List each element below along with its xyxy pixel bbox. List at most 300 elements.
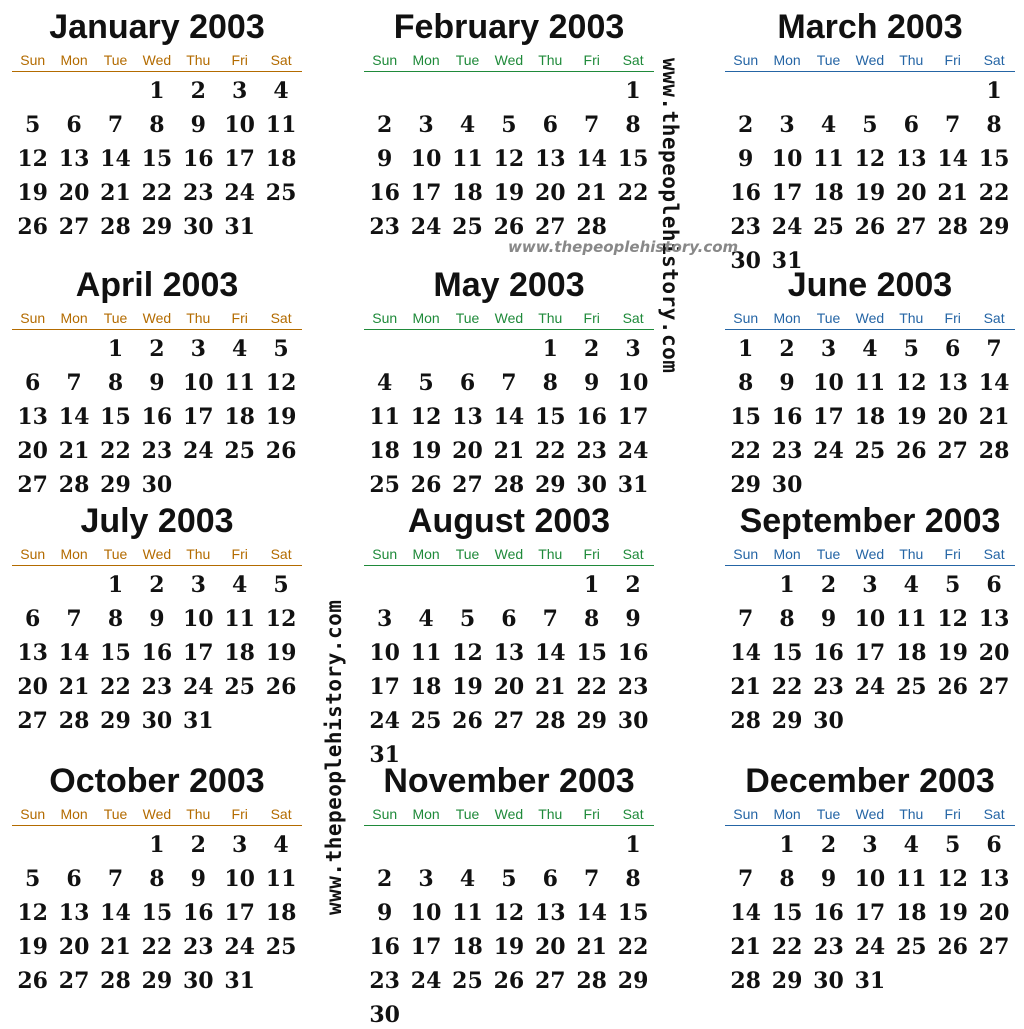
day-cell: 14: [534, 640, 566, 666]
weekday-label: Fri: [231, 310, 248, 326]
day-cell: 23: [182, 180, 214, 206]
day-cell: 4: [820, 112, 837, 138]
day-cell: 5: [273, 336, 289, 362]
day-cell: 14: [493, 404, 525, 430]
day-cell: 2: [190, 78, 206, 104]
day-cell: 30: [141, 472, 173, 498]
day-cell: 2: [738, 112, 754, 138]
day-cell: 13: [978, 866, 1010, 892]
day-cell: 28: [100, 214, 131, 240]
day-cell: 20: [58, 934, 90, 960]
day-cell: 22: [771, 674, 803, 700]
weekday-label: Tue: [455, 310, 480, 326]
day-cell: 31: [617, 472, 649, 498]
weekday-header: [12, 546, 302, 562]
weekday-underline: [12, 825, 302, 826]
day-cell: 28: [493, 472, 525, 498]
day-cell: 10: [410, 146, 442, 172]
month-title: June 2003: [787, 266, 953, 304]
day-cell: 27: [895, 214, 927, 240]
day-cell: 1: [738, 336, 754, 362]
weekday-header: [725, 310, 1015, 326]
day-cell: 29: [100, 472, 131, 498]
day-cell: 28: [576, 214, 607, 240]
day-cell: 19: [410, 438, 442, 464]
day-cell: 26: [452, 708, 483, 734]
day-cell: 28: [730, 708, 761, 734]
day-cell: 3: [418, 112, 434, 138]
day-cell: 25: [895, 674, 927, 700]
weekday-label: Mon: [773, 310, 801, 326]
month-title: February 2003: [393, 8, 625, 46]
day-cell: 21: [534, 674, 566, 700]
day-cell: 3: [625, 336, 641, 362]
day-cell: 10: [182, 370, 214, 396]
day-cell: 22: [978, 180, 1010, 206]
weekday-label: Sat: [622, 310, 644, 326]
day-cell: 10: [410, 900, 442, 926]
day-cell: 13: [493, 640, 525, 666]
day-cell: 27: [58, 214, 90, 240]
day-cell: 20: [895, 180, 927, 206]
weekday-label: Sun: [20, 546, 46, 562]
day-cell: 10: [369, 640, 400, 666]
day-cell: 23: [813, 934, 844, 960]
weekday-label: Tue: [816, 806, 841, 822]
day-cell: 25: [224, 674, 255, 700]
day-cell: 20: [58, 180, 90, 206]
month-title: May 2003: [433, 266, 585, 304]
day-cell: 16: [730, 180, 761, 206]
day-cell: 23: [141, 674, 173, 700]
day-cell: 12: [410, 404, 442, 430]
weekday-label: Mon: [412, 546, 440, 562]
day-cell: 31: [224, 214, 255, 240]
day-cell: 3: [190, 336, 206, 362]
day-cell: 13: [17, 404, 48, 430]
month-title: July 2003: [80, 502, 234, 540]
day-cell: 29: [141, 214, 173, 240]
day-cell: 16: [369, 180, 400, 206]
day-cell: 27: [452, 472, 483, 498]
day-cell: 5: [862, 112, 878, 138]
weekday-label: Sat: [270, 310, 292, 326]
weekday-header: [364, 52, 654, 68]
weekday-underline: [12, 565, 302, 566]
weekday-label: Sat: [983, 546, 1005, 562]
day-cell: 1: [779, 832, 795, 858]
day-cell: 11: [224, 606, 255, 632]
weekday-label: Sun: [733, 310, 759, 326]
weekday-label: Fri: [583, 310, 600, 326]
day-cell: 2: [820, 832, 837, 858]
day-cell: 24: [854, 934, 886, 960]
day-cell: 25: [854, 438, 886, 464]
weekday-label: Sun: [733, 546, 759, 562]
day-cell: 27: [534, 968, 566, 994]
day-cell: 10: [617, 370, 649, 396]
day-cell: 20: [493, 674, 525, 700]
day-cell: 11: [895, 866, 927, 892]
day-cell: 7: [107, 866, 124, 892]
weekday-label: Thu: [186, 546, 211, 562]
day-cell: 21: [978, 404, 1010, 430]
day-cell: 6: [542, 112, 558, 138]
weekday-label: Wed: [855, 806, 885, 822]
weekday-label: Fri: [231, 546, 248, 562]
day-cell: 27: [493, 708, 525, 734]
day-cell: 8: [149, 866, 165, 892]
day-cell: 13: [937, 370, 968, 396]
weekday-label: Thu: [538, 806, 563, 822]
day-cell: 30: [182, 968, 214, 994]
weekday-label: Mon: [412, 52, 440, 68]
weekday-label: Sun: [733, 806, 759, 822]
day-cell: 23: [813, 674, 844, 700]
month-title: January 2003: [49, 8, 265, 46]
day-cell: 30: [771, 472, 803, 498]
weekday-label: Sun: [733, 52, 759, 68]
day-cell: 30: [617, 708, 649, 734]
day-cell: 17: [854, 900, 886, 926]
day-cell: 14: [937, 146, 968, 172]
day-cell: 13: [534, 146, 566, 172]
day-cell: 6: [459, 370, 476, 396]
day-cell: 4: [377, 370, 393, 396]
day-cell: 29: [141, 968, 173, 994]
day-cell: 27: [17, 472, 48, 498]
day-cell: 14: [730, 900, 761, 926]
weekday-label: Sat: [622, 546, 644, 562]
weekday-label: Sat: [983, 310, 1005, 326]
day-cell: 29: [534, 472, 566, 498]
weekday-label: Wed: [855, 310, 885, 326]
weekday-label: Fri: [583, 52, 600, 68]
day-cell: 19: [937, 640, 968, 666]
day-cell: 28: [978, 438, 1010, 464]
day-cell: 25: [224, 438, 255, 464]
day-cell: 3: [232, 832, 248, 858]
day-cell: 1: [107, 572, 124, 598]
weekday-label: Thu: [538, 310, 563, 326]
weekday-label: Tue: [103, 546, 128, 562]
day-cell: 29: [771, 968, 803, 994]
day-cell: 5: [25, 112, 41, 138]
weekday-label: Tue: [103, 310, 128, 326]
day-cell: 9: [377, 146, 393, 172]
day-cell: 11: [813, 146, 844, 172]
day-cell: 26: [854, 214, 886, 240]
day-cell: 11: [452, 146, 483, 172]
weekday-label: Fri: [944, 546, 961, 562]
day-cell: 18: [452, 180, 483, 206]
weekday-header: [12, 806, 302, 822]
day-cell: 12: [895, 370, 927, 396]
day-cell: 23: [141, 438, 173, 464]
weekday-label: Sat: [983, 52, 1005, 68]
day-cell: 20: [978, 900, 1010, 926]
day-cell: 2: [149, 336, 165, 362]
weekday-label: Sun: [20, 52, 46, 68]
day-cell: 8: [625, 866, 641, 892]
day-cell: 28: [100, 968, 131, 994]
weekday-label: Thu: [538, 52, 563, 68]
day-cell: 25: [452, 214, 483, 240]
day-cell: 17: [369, 674, 400, 700]
day-cell: 21: [576, 934, 607, 960]
day-cell: 29: [771, 708, 803, 734]
day-cell: 13: [452, 404, 483, 430]
day-cell: 23: [369, 214, 400, 240]
weekday-label: Wed: [142, 310, 172, 326]
weekday-label: Sat: [270, 806, 292, 822]
day-cell: 15: [100, 640, 131, 666]
day-cell: 9: [779, 370, 795, 396]
weekday-label: Mon: [412, 310, 440, 326]
day-cell: 15: [771, 900, 803, 926]
weekday-label: Wed: [142, 52, 172, 68]
day-cell: 12: [493, 146, 525, 172]
day-cell: 5: [903, 336, 919, 362]
day-cell: 11: [410, 640, 442, 666]
day-cell: 15: [534, 404, 566, 430]
day-cell: 6: [25, 606, 41, 632]
weekday-label: Fri: [231, 52, 248, 68]
day-cell: 4: [232, 336, 248, 362]
day-cell: 17: [617, 404, 649, 430]
day-cell: 12: [937, 866, 968, 892]
day-cell: 30: [182, 214, 214, 240]
weekday-label: Fri: [944, 806, 961, 822]
weekday-underline: [725, 825, 1015, 826]
day-cell: 11: [452, 900, 483, 926]
day-cell: 30: [813, 968, 844, 994]
day-cell: 28: [576, 968, 607, 994]
day-cell: 29: [617, 968, 649, 994]
weekday-label: Mon: [60, 310, 88, 326]
day-cell: 26: [17, 968, 48, 994]
day-cell: 9: [190, 112, 206, 138]
day-cell: 22: [617, 934, 649, 960]
day-cell: 21: [58, 674, 90, 700]
day-cell: 12: [265, 370, 297, 396]
day-cell: 18: [224, 640, 255, 666]
day-cell: 24: [182, 674, 214, 700]
weekday-header: [725, 806, 1015, 822]
day-cell: 25: [369, 472, 400, 498]
day-cell: 1: [149, 832, 165, 858]
day-cell: 14: [576, 900, 607, 926]
day-cell: 27: [534, 214, 566, 240]
weekday-label: Thu: [899, 806, 924, 822]
day-cell: 18: [813, 180, 844, 206]
weekday-label: Mon: [773, 546, 801, 562]
day-cell: 4: [459, 866, 476, 892]
day-cell: 16: [576, 404, 607, 430]
day-cell: 18: [452, 934, 483, 960]
day-cell: 5: [945, 832, 961, 858]
day-cell: 16: [813, 900, 844, 926]
day-cell: 17: [410, 934, 442, 960]
day-cell: 7: [945, 112, 961, 138]
day-cell: 17: [224, 900, 255, 926]
day-cell: 7: [107, 112, 124, 138]
day-cell: 19: [17, 934, 48, 960]
weekday-label: Sat: [983, 806, 1005, 822]
day-cell: 4: [903, 832, 919, 858]
weekday-header: [364, 546, 654, 562]
weekday-label: Thu: [186, 52, 211, 68]
day-cell: 21: [100, 934, 131, 960]
day-cell: 8: [584, 606, 600, 632]
weekday-label: Thu: [186, 806, 211, 822]
day-cell: 28: [730, 968, 761, 994]
day-cell: 2: [625, 572, 641, 598]
weekday-label: Sun: [20, 806, 46, 822]
day-cell: 31: [369, 742, 400, 768]
weekday-label: Sat: [270, 546, 292, 562]
day-cell: 8: [149, 112, 165, 138]
day-cell: 2: [190, 832, 206, 858]
day-cell: 29: [576, 708, 607, 734]
day-cell: 5: [501, 112, 517, 138]
day-cell: 6: [66, 112, 82, 138]
day-cell: 8: [625, 112, 641, 138]
day-cell: 10: [224, 112, 255, 138]
day-cell: 17: [224, 146, 255, 172]
day-cell: 25: [265, 934, 297, 960]
day-cell: 24: [771, 214, 803, 240]
day-cell: 8: [779, 866, 795, 892]
day-cell: 22: [100, 438, 131, 464]
day-cell: 30: [730, 248, 761, 274]
day-cell: 23: [576, 438, 607, 464]
day-cell: 29: [100, 708, 131, 734]
day-cell: 13: [978, 606, 1010, 632]
day-cell: 2: [779, 336, 795, 362]
day-cell: 2: [820, 572, 837, 598]
day-cell: 19: [895, 404, 927, 430]
day-cell: 24: [854, 674, 886, 700]
day-cell: 18: [895, 640, 927, 666]
day-cell: 24: [369, 708, 400, 734]
day-cell: 19: [493, 934, 525, 960]
day-cell: 2: [149, 572, 165, 598]
weekday-label: Mon: [60, 52, 88, 68]
day-cell: 21: [576, 180, 607, 206]
weekday-label: Mon: [773, 806, 801, 822]
day-cell: 25: [813, 214, 844, 240]
weekday-label: Wed: [142, 806, 172, 822]
weekday-label: Wed: [494, 806, 524, 822]
day-cell: 17: [771, 180, 803, 206]
day-cell: 10: [224, 866, 255, 892]
day-cell: 15: [576, 640, 607, 666]
day-cell: 16: [141, 404, 173, 430]
day-cell: 8: [542, 370, 558, 396]
watermark-vertical-left: www.thepeoplehistory.com: [322, 599, 346, 915]
weekday-underline: [12, 71, 302, 72]
day-cell: 19: [493, 180, 525, 206]
day-cell: 20: [937, 404, 968, 430]
day-cell: 19: [854, 180, 886, 206]
day-cell: 4: [273, 832, 289, 858]
day-cell: 4: [273, 78, 289, 104]
day-cell: 4: [232, 572, 248, 598]
day-cell: 19: [937, 900, 968, 926]
day-cell: 17: [410, 180, 442, 206]
day-cell: 8: [107, 606, 124, 632]
day-cell: 25: [265, 180, 297, 206]
day-cell: 20: [452, 438, 483, 464]
day-cell: 8: [779, 606, 795, 632]
weekday-label: Sun: [372, 806, 398, 822]
day-cell: 7: [584, 866, 600, 892]
day-cell: 28: [534, 708, 566, 734]
day-cell: 14: [58, 404, 90, 430]
day-cell: 26: [265, 438, 297, 464]
day-cell: 10: [771, 146, 803, 172]
day-cell: 23: [730, 214, 761, 240]
weekday-label: Fri: [231, 806, 248, 822]
weekday-label: Wed: [855, 52, 885, 68]
day-cell: 19: [265, 404, 297, 430]
day-cell: 23: [617, 674, 649, 700]
day-cell: 3: [232, 78, 248, 104]
weekday-label: Wed: [142, 546, 172, 562]
day-cell: 1: [107, 336, 124, 362]
day-cell: 5: [501, 866, 517, 892]
month-title: October 2003: [49, 762, 265, 800]
month-title: December 2003: [745, 762, 995, 800]
weekday-header: [12, 310, 302, 326]
day-cell: 21: [730, 674, 761, 700]
weekday-label: Tue: [816, 546, 841, 562]
day-cell: 10: [854, 866, 886, 892]
weekday-underline: [12, 329, 302, 330]
weekday-label: Tue: [103, 52, 128, 68]
day-cell: 7: [738, 606, 754, 632]
day-cell: 16: [141, 640, 173, 666]
day-cell: 20: [534, 180, 566, 206]
day-cell: 18: [265, 146, 297, 172]
day-cell: 2: [584, 336, 600, 362]
weekday-label: Tue: [103, 806, 128, 822]
day-cell: 13: [58, 900, 90, 926]
weekday-underline: [725, 565, 1015, 566]
weekday-underline: [725, 71, 1015, 72]
day-cell: 11: [265, 112, 297, 138]
day-cell: 11: [854, 370, 886, 396]
day-cell: 7: [66, 370, 82, 396]
day-cell: 22: [576, 674, 607, 700]
weekday-label: Tue: [816, 52, 841, 68]
day-cell: 25: [452, 968, 483, 994]
day-cell: 14: [58, 640, 90, 666]
day-cell: 25: [895, 934, 927, 960]
day-cell: 5: [945, 572, 961, 598]
weekday-label: Tue: [455, 806, 480, 822]
day-cell: 26: [17, 214, 48, 240]
day-cell: 14: [730, 640, 761, 666]
day-cell: 12: [493, 900, 525, 926]
day-cell: 18: [265, 900, 297, 926]
day-cell: 16: [182, 900, 214, 926]
weekday-label: Fri: [583, 806, 600, 822]
day-cell: 3: [190, 572, 206, 598]
day-cell: 15: [617, 900, 649, 926]
day-cell: 6: [542, 866, 558, 892]
